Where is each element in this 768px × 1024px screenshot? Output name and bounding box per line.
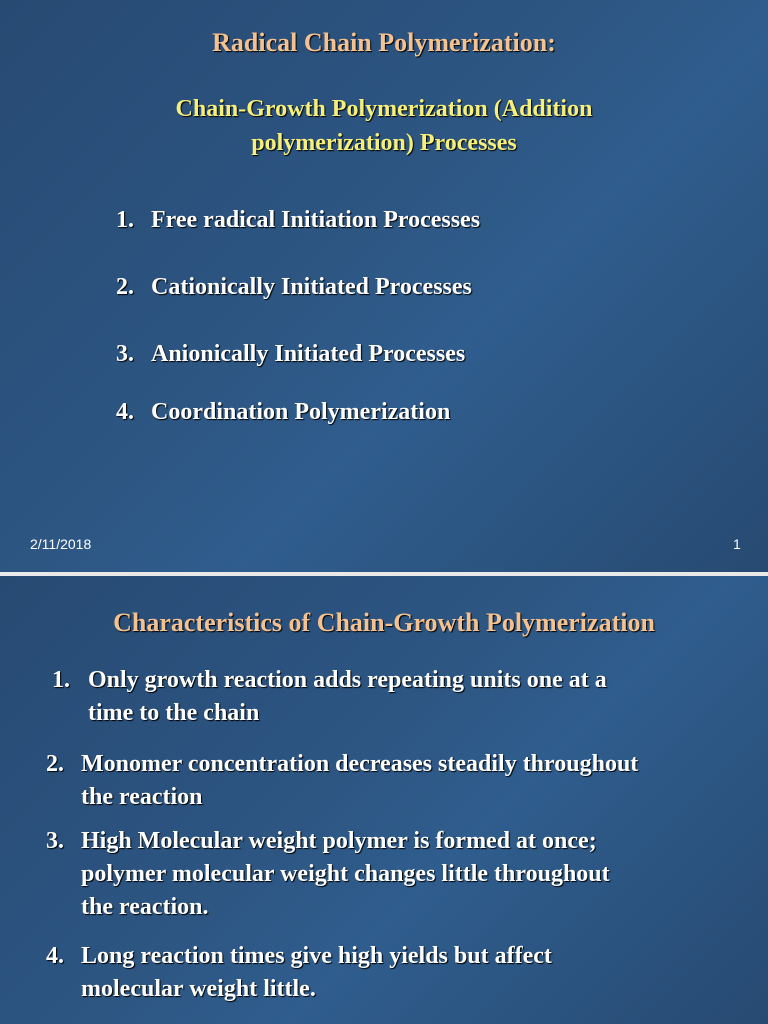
list-item-line: High Molecular weight polymer is formed at once; — [81, 828, 597, 854]
list-item-line: molecular weight little. — [81, 976, 316, 1002]
list-item — [116, 204, 480, 237]
list-item — [46, 748, 638, 814]
list-item-number: 1. — [116, 207, 134, 233]
list-item-text: Coordination Polymerization — [151, 399, 451, 425]
list-item-line: polymer molecular weight changes little throughout — [81, 861, 610, 887]
list-item — [52, 664, 607, 730]
list-item — [116, 338, 465, 371]
list-item-number: 3. — [46, 828, 64, 854]
slide-title: Radical Chain Polymerization: — [212, 28, 556, 57]
slide-page-number: 1 — [733, 536, 741, 552]
list-item-number: 2. — [116, 274, 134, 300]
list-item-line: time to the chain — [88, 700, 260, 726]
list-item — [46, 940, 552, 1006]
list-item-number: 3. — [116, 341, 134, 367]
list-item-line: the reaction. — [81, 894, 209, 920]
list-item — [46, 825, 610, 924]
list-item-number: 1. — [52, 667, 70, 693]
list-item-text: Free radical Initiation Processes — [151, 207, 481, 233]
slide-2 — [0, 576, 768, 1024]
slide-subtitle-line-2: polymerization) Processes — [251, 130, 517, 156]
list-item — [116, 396, 450, 429]
list-item-text: Cationically Initiated Processes — [151, 274, 472, 300]
list-item-line: Long reaction times give high yields but affect — [81, 943, 552, 969]
list-item-text: Anionically Initiated Processes — [151, 341, 466, 367]
slide-date: 2/11/2018 — [30, 536, 92, 552]
list-item-number: 2. — [46, 751, 64, 777]
list-item-number: 4. — [46, 943, 64, 969]
slide-title: Characteristics of Chain-Growth Polymerization — [113, 608, 655, 637]
list-item-number: 4. — [116, 399, 134, 425]
list-item-line: Only growth reaction adds repeating units one at a — [88, 667, 607, 693]
list-item — [116, 271, 472, 304]
list-item-line: the reaction — [81, 784, 203, 810]
slide-subtitle-line-1: Chain-Growth Polymerization (Addition — [175, 96, 593, 122]
list-item-line: Monomer concentration decreases steadily throughout — [81, 751, 639, 777]
